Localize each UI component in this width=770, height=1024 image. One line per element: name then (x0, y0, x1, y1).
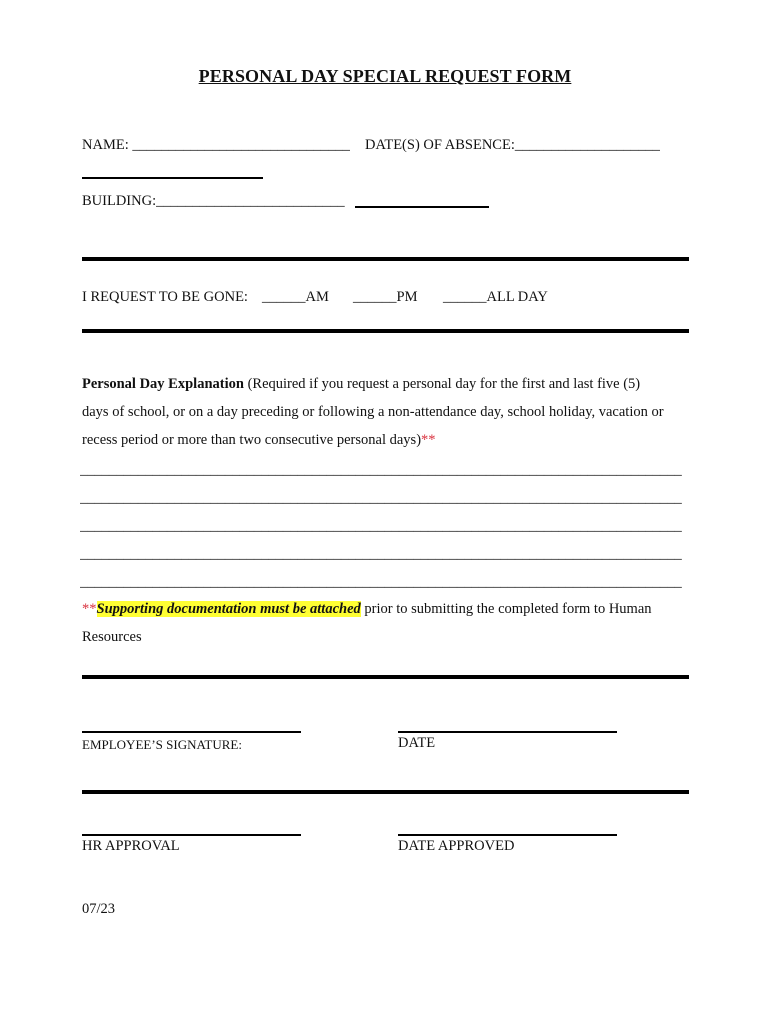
explanation-heading: Personal Day Explanation (82, 376, 244, 392)
dates-continuation-line (82, 177, 263, 179)
date-label: DATE (398, 735, 436, 751)
employee-signature-label: EMPLOYEE’S SIGNATURE: (82, 737, 242, 752)
am-option[interactable]: ______AM (262, 289, 329, 305)
explanation-line-1[interactable]: ___________________________________________________________________________________ (80, 462, 682, 478)
explanation-text-3: recess period or more than two consecutive personal days) (82, 432, 422, 448)
pm-option[interactable]: ______PM (353, 289, 418, 305)
note-highlight: Supporting documentation must be attached (96, 601, 361, 617)
request-label: I REQUEST TO BE GONE: (82, 289, 248, 305)
form-title: PERSONAL DAY SPECIAL REQUEST FORM (198, 66, 572, 86)
building-extra-line (355, 206, 489, 208)
employee-signature-line[interactable] (82, 731, 301, 733)
building-label: BUILDING: (82, 193, 157, 209)
note-text: prior to submitting the completed form to Human (360, 601, 652, 617)
section-divider-3 (82, 675, 689, 679)
hr-approval-label: HR APPROVAL (82, 838, 180, 854)
dates-of-absence-field[interactable] (365, 137, 660, 154)
name-blank: ______________________________ (132, 137, 350, 153)
explanation-line-2[interactable]: ___________________________________________________________________________________ (80, 490, 682, 506)
explanation-text-2: days of school, or on a day preceding or following a non-attendance day, school holiday, vacation or (82, 404, 664, 420)
note-text-2: Resources (82, 629, 142, 645)
section-divider-4 (82, 790, 689, 794)
name-field[interactable] (82, 137, 350, 154)
building-field[interactable] (82, 193, 345, 210)
building-blank: __________________________ (156, 193, 345, 209)
date-line[interactable] (398, 731, 617, 733)
section-divider-1 (82, 257, 689, 261)
explanation-asterisks: ** (421, 432, 436, 448)
date-approved-label: DATE APPROVED (398, 838, 515, 854)
all-day-option[interactable]: ______ALL DAY (443, 289, 548, 305)
hr-approval-line[interactable] (82, 834, 301, 836)
note-asterisks: ** (82, 601, 97, 617)
name-label: NAME: (82, 137, 129, 153)
explanation-paragraph (82, 370, 692, 454)
dates-blank: ____________________ (514, 137, 660, 153)
explanation-line-5[interactable]: ___________________________________________________________________________________ (80, 574, 682, 590)
revision-date: 07/23 (82, 901, 116, 917)
explanation-line-4[interactable]: ___________________________________________________________________________________ (80, 546, 682, 562)
dates-label: DATE(S) OF ABSENCE: (365, 137, 515, 153)
documentation-note (82, 595, 692, 651)
explanation-line-3[interactable]: ___________________________________________________________________________________ (80, 518, 682, 534)
section-divider-2 (82, 329, 689, 333)
date-approved-line[interactable] (398, 834, 617, 836)
explanation-text-1: (Required if you request a personal day for the first and last five (5) (243, 376, 641, 392)
